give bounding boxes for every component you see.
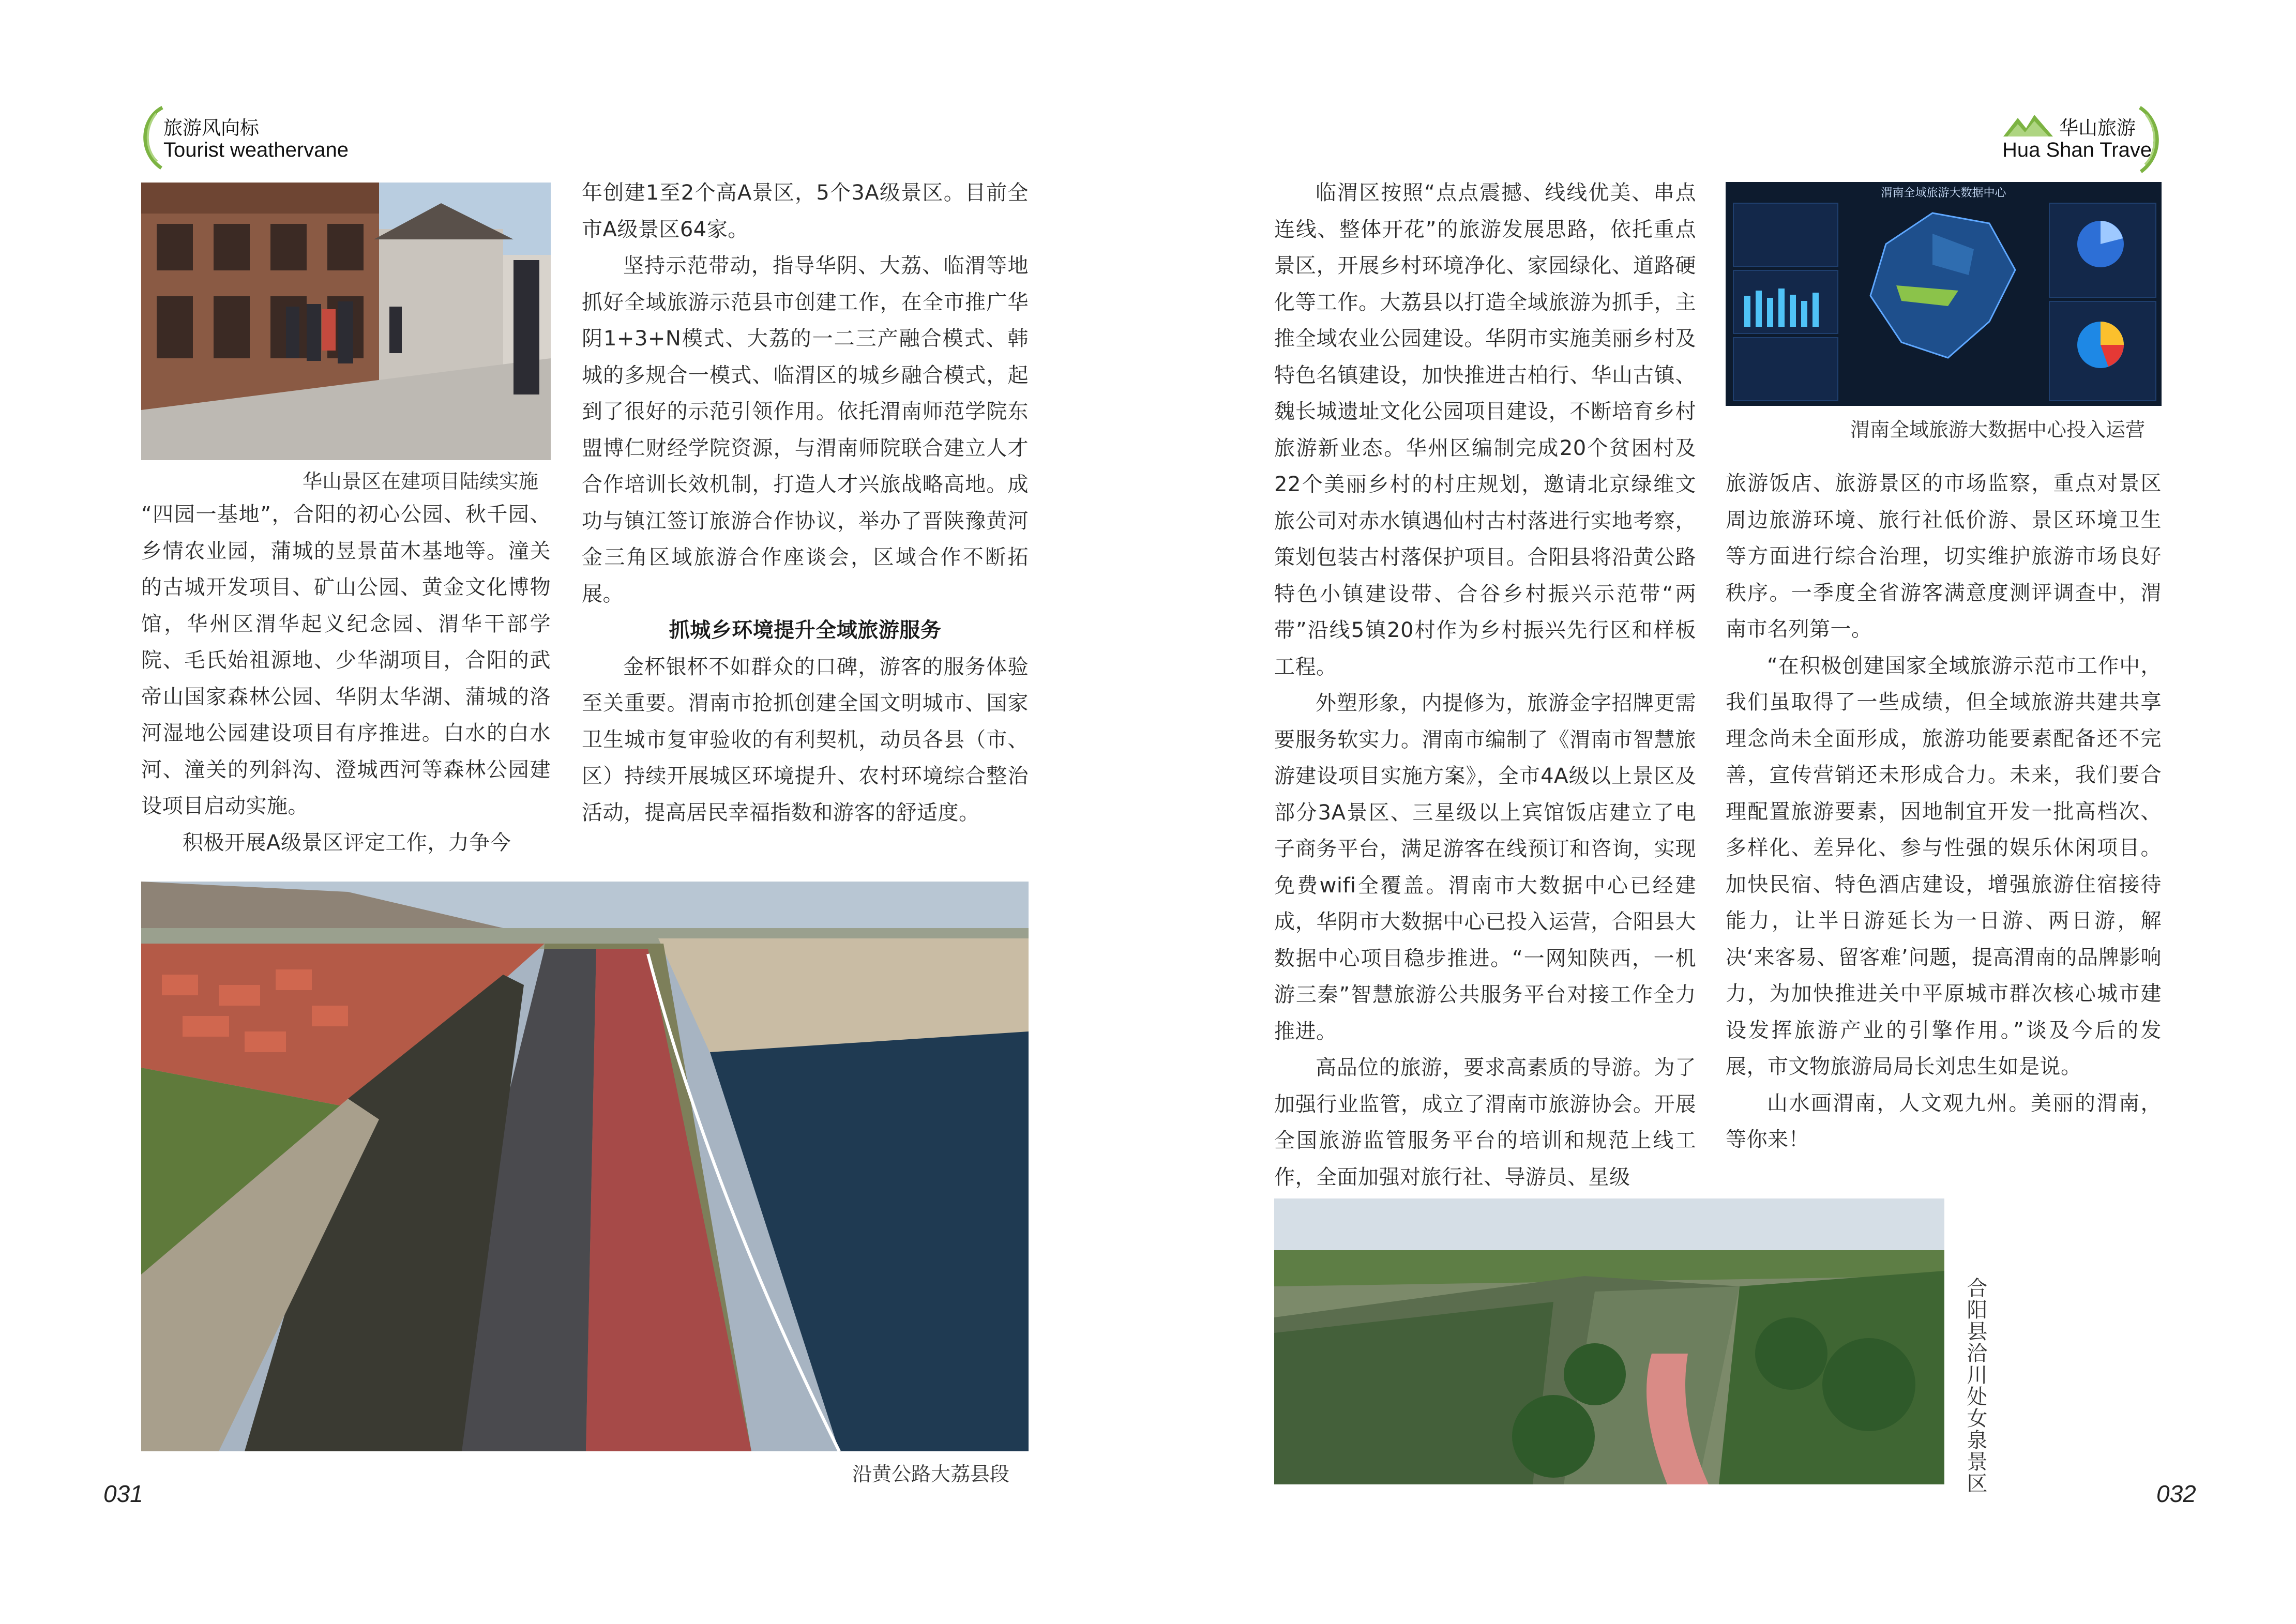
huashan-logo-icon [2002, 111, 2054, 142]
photo-yellow-river-road [141, 882, 1029, 1451]
right-header-en: Hua Shan Travel [2002, 139, 2156, 161]
dashboard-pie-chart-icon [2072, 216, 2129, 272]
col2-paragraph-3: 金杯银杯不如群众的口碑，游客的服务体验至关重要。渭南市抢抓创建全国文明城市、国家卫生城市复审验收的有利契机，动员各县（市、区）持续开展城区环境提升、农村环境综合整治活动，提高居民幸福指数和游客的舒适度。 [582, 655, 1029, 825]
dashboard-panel [1733, 337, 1838, 401]
dashboard-pie-chart-icon [2072, 316, 2129, 373]
leaf-decoration-icon [135, 103, 167, 171]
dashboard-panel [1733, 203, 1838, 267]
caption-photo1: 华山景区在建项目陆续实施 [303, 470, 539, 493]
col4-paragraph-2: “在积极创建国家全域旅游示范市工作中，我们虽取得了一些成绩，但全域旅游共建共享理念尚未全面形成，旅游功能要素配备还不完善，宣传营销还未形成合力。未来，我们要合理配置旅游要素，因地制宜开发一批高档次、多样化、差异化、参与性强的娱乐休闲项目。加快民宿、特色酒店建设，增强旅游住宿接待能力，让半日游延长为一日游、两日游，解决‘来客易、留客难’问题，提高渭南的品牌影响力，为加快推进关中平原城市群次核心城市建设发挥旅游产业的引擎作用。”谈及今后的发展，市文物旅游局局长刘忠生如是说。 [1726, 654, 2162, 1079]
photo-big-data-dashboard [1726, 182, 2162, 406]
photo-huashan-construction [141, 183, 551, 460]
column-1 [141, 496, 551, 861]
col4-paragraph-3: 山水画渭南，人文观九州。美丽的渭南，等你来！ [1726, 1091, 2162, 1151]
column-3 [1274, 175, 1696, 1195]
page-number-right: 032 [2156, 1480, 2196, 1507]
col1-paragraph-1: “四园一基地”，合阳的初心公园、秋千园、乡情农业园，蒲城的昱景苗木基地等。潼关的古城开发项目、矿山公园、黄金文化博物馆，华州区渭华起义纪念园、渭华干部学院、毛氏始祖源地、少华湖项目，合阳的武帝山国家森林公园、华阴太华湖、蒲城的洛河湿地公园建设项目有序推进。白水的白水河、潼关的列斜沟、澄城西河等森林公园建设项目启动实施。 [141, 503, 551, 818]
left-header-cn: 旅游风向标 [163, 117, 259, 139]
leaf-decoration-icon [2136, 103, 2167, 176]
col3-paragraph-1: 临渭区按照“点点震撼、线线优美、串点连线、整体开花”的旅游发展思路，依托重点景区，开展乡村环境净化、家园绿化、道路硬化等工作。大荔县以打造全域旅游为抓手，主推全域农业公园建设。华阴市实施美丽乡村及特色名镇建设，加快推进古柏行、华山古镇、魏长城遗址文化公园项目建设，不断培育乡村旅游新业态。华州区编制完成20个贫困村及22个美丽乡村的村庄规划，邀请北京绿维文旅公司对赤水镇遇仙村古村落进行实地考察，策划包装古村落保护项目。合阳县将沿黄公路特色小镇建设带、合谷乡村振兴示范带“两带”沿线5镇20村作为乡村振兴先行区和样板工程。 [1274, 181, 1696, 679]
right-header-cn: 华山旅游 [2059, 117, 2136, 139]
dashboard-title: 渭南全域旅游大数据中心 [1881, 187, 2006, 200]
caption-photo4: 合阳县洽川处女泉景区 [1963, 1277, 1987, 1494]
left-header [135, 103, 446, 171]
column-4 [1726, 465, 2162, 1158]
dashboard-bar-chart-icon [1741, 285, 1829, 327]
col1-paragraph-2: 积极开展A级景区评定工作，力争今 [183, 830, 511, 855]
column-2 [582, 175, 1029, 831]
section-heading: 抓城乡环境提升全域旅游服务 [669, 618, 942, 642]
page-number-left: 031 [103, 1480, 143, 1507]
caption-photo2: 沿黄公路大荔县段 [852, 1463, 1010, 1485]
photo-heyang-wetland [1274, 1198, 1944, 1484]
left-header-en: Tourist weathervane [163, 139, 349, 161]
dashboard-map-icon [1855, 203, 2026, 368]
caption-photo3: 渭南全域旅游大数据中心投入运营 [1850, 418, 2146, 441]
col2-paragraph-2: 坚持示范带动，指导华阴、大荔、临渭等地抓好全域旅游示范县市创建工作，在全市推广华阴1+3+N模式、大荔的一二三产融合模式、韩城的多规合一模式、临渭区的城乡融合模式，起到了很好的示范引领作用。依托渭南师范学院东盟博仁财经学院资源，与渭南师院联合建立人才合作培训长效机制，打造人才兴旅战略高地。成功与镇江签订旅游合作协议，举办了晋陕豫黄河金三角区域旅游合作座谈会，区域合作不断拓展。 [582, 254, 1029, 606]
col2-paragraph-1: 年创建1至2个高A景区，5个3A级景区。目前全市A级景区64家。 [582, 181, 1029, 241]
right-header [1991, 103, 2167, 176]
col3-paragraph-2: 外塑形象，内提修为，旅游金字招牌更需要服务软实力。渭南市编制了《渭南市智慧旅游建设项目实施方案》，全市4A级以上景区及部分3A景区、三星级以上宾馆饭店建立了电子商务平台，满足游客在线预订和咨询，实现免费wifi全覆盖。渭南市大数据中心已经建成，华阴市大数据中心已投入运营，合阳县大数据中心项目稳步推进。“一网知陕西，一机游三秦”智慧旅游公共服务平台对接工作全力推进。 [1274, 691, 1696, 1043]
col3-paragraph-3: 高品位的旅游，要求高素质的导游。为了加强行业监管，成立了渭南市旅游协会。开展全国旅游监管服务平台的培训和规范上线工作，全面加强对旅行社、导游员、星级 [1274, 1056, 1696, 1189]
col4-paragraph-1: 旅游饭店、旅游景区的市场监察，重点对景区周边旅游环境、旅行社低价游、景区环境卫生等方面进行综合治理，切实维护旅游市场良好秩序。一季度全省游客满意度测评调查中，渭南市名列第一。 [1726, 472, 2162, 641]
